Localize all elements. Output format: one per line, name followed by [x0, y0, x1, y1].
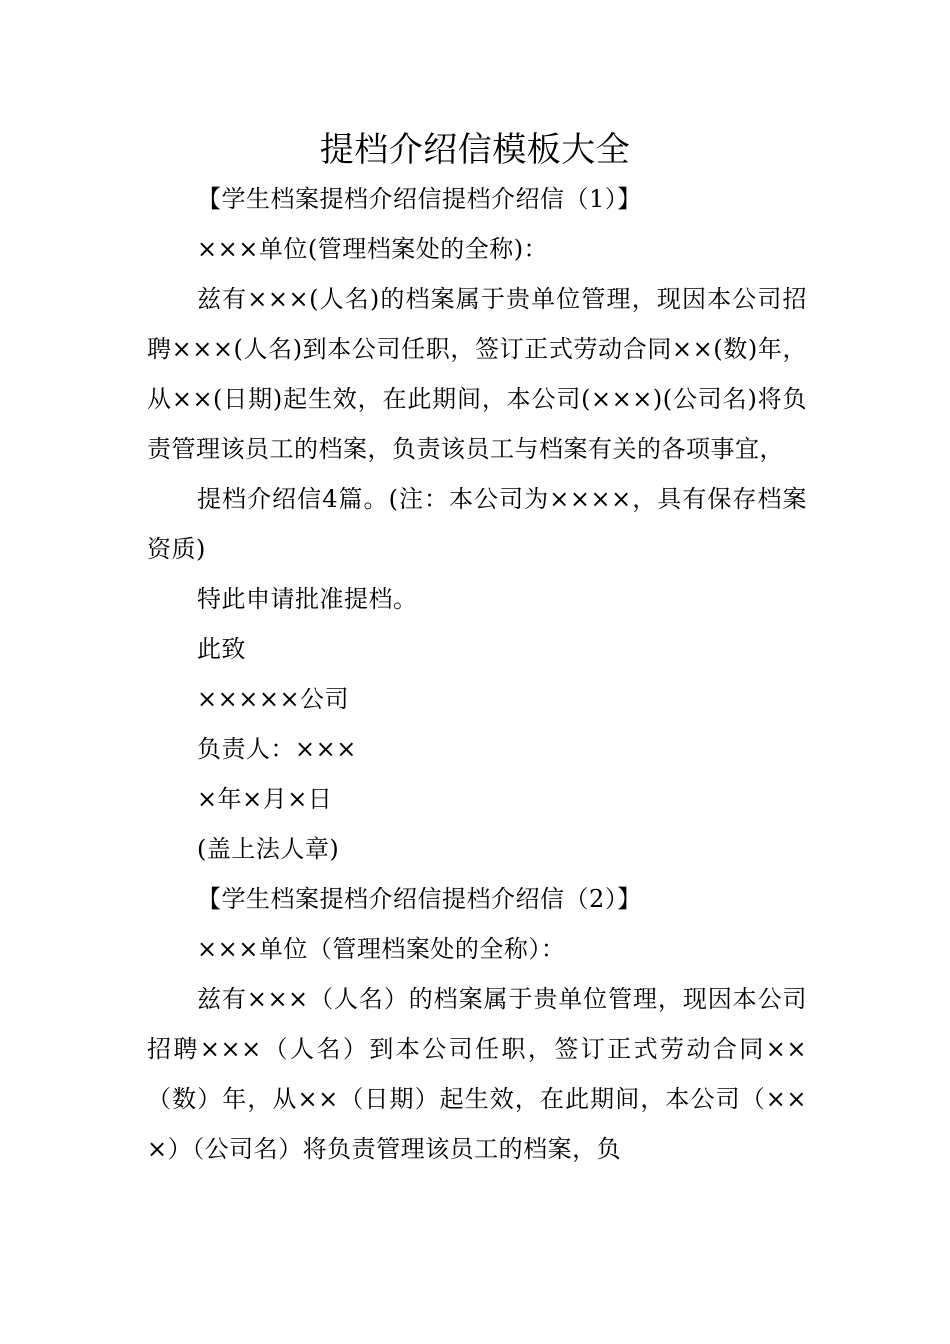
- signature-company: ×××××公司: [197, 685, 350, 713]
- salutation-2: ×××单位（管理档案处的全称）：: [197, 935, 566, 963]
- signature-person: 负责人：×××: [197, 735, 357, 763]
- closing-line: 此致: [197, 635, 246, 663]
- section-heading-1: 【学生档案提档介绍信提档介绍信（1）】: [197, 185, 642, 213]
- seal-note: (盖上法人章): [197, 835, 340, 863]
- body-paragraph-3: 兹有×××（人名）的档案属于贵单位管理，现因本公司招聘×××（人名）到本公司任职，签订正式劳动合同××（数）年，从××（日期）起生效，在此期间，本公司（×××）（公司名）将负责管理该员工的档案，负: [147, 985, 807, 1163]
- body-paragraph-2: 提档介绍信4篇。(注：本公司为××××，具有保存档案资质): [147, 485, 807, 563]
- body-paragraph-1: 兹有×××(人名)的档案属于贵单位管理，现因本公司招聘×××(人名)到本公司任职，签订正式劳动合同××(数)年，从××(日期)起生效，在此期间，本公司(×××)(公司名)将负责管理该员工的档案，负责该员工与档案有关的各项事宜，: [147, 285, 807, 463]
- section-heading-2: 【学生档案提档介绍信提档介绍信（2）】: [197, 885, 642, 913]
- document-body: [147, 174, 807, 1174]
- request-line: 特此申请批准提档。: [197, 585, 418, 613]
- document-title: 提档介绍信模板大全: [319, 130, 631, 170]
- signature-date: ×年×月×日: [197, 785, 333, 813]
- salutation-1: ×××单位(管理档案处的全称)：: [197, 235, 549, 263]
